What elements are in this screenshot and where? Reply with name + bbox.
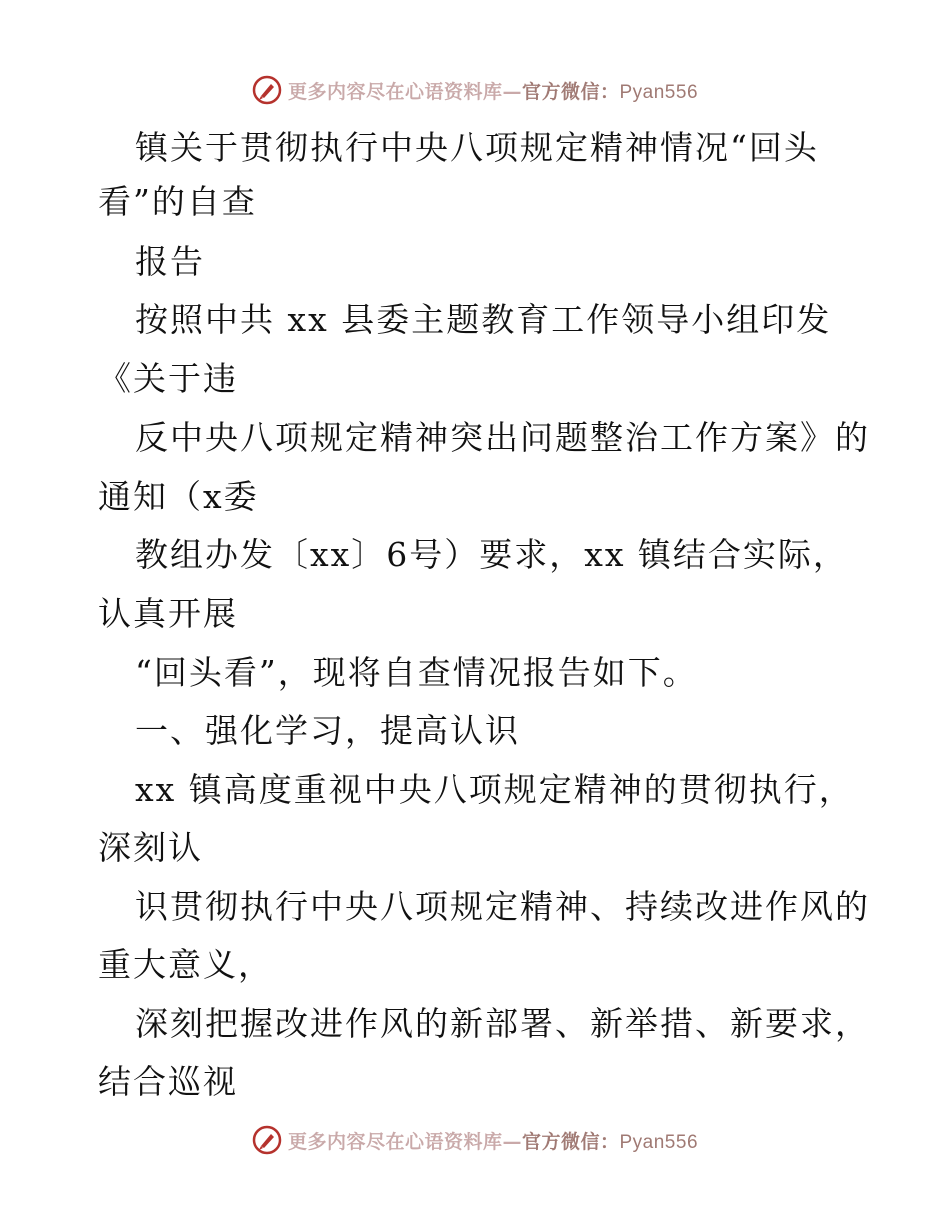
watermark-site-text: 更多内容尽在心语资料库 xyxy=(287,80,503,103)
body-line-5: 《关于违 xyxy=(98,359,238,398)
body-line-8: 教组办发〔xx〕6号）要求，xx 镇结合实际， xyxy=(135,535,848,574)
body-line-1: 镇关于贯彻执行中央八项规定精神情况“回头 xyxy=(135,128,819,167)
footer-watermark xyxy=(0,1120,950,1160)
pen-logo-icon xyxy=(252,75,282,105)
body-line-6: 反中央八项规定精神突出问题整治工作方案》的 xyxy=(135,418,870,457)
watermark-dash: — xyxy=(502,1130,522,1153)
watermark-text xyxy=(288,77,698,104)
body-line-7: 通知（x委 xyxy=(98,477,259,516)
watermark-site-text: 更多内容尽在心语资料库 xyxy=(287,1130,503,1153)
body-line-9: 认真开展 xyxy=(98,594,238,633)
body-line-3: 报告 xyxy=(135,242,205,281)
header-watermark xyxy=(0,70,950,110)
watermark-wechat-id: Pyan556 xyxy=(619,1131,699,1153)
body-line-2: 看”的自查 xyxy=(98,182,257,221)
watermark-text xyxy=(288,1127,698,1154)
pen-logo-icon xyxy=(252,1125,282,1155)
body-line-16: 深刻把握改进作风的新部署、新举措、新要求， xyxy=(135,1004,870,1043)
body-line-4: 按照中共 xx 县委主题教育工作领导小组印发 xyxy=(135,300,832,339)
body-line-15: 重大意义， xyxy=(98,945,273,984)
body-line-10: “回头看”，现将自查情况报告如下。 xyxy=(135,653,698,692)
body-line-12: xx 镇高度重视中央八项规定精神的贯彻执行， xyxy=(135,770,854,809)
watermark-wechat-label: 官方微信： xyxy=(521,1130,620,1153)
watermark-dash: — xyxy=(502,80,522,103)
body-line-13: 深刻认 xyxy=(98,828,203,867)
body-line-17: 结合巡视 xyxy=(98,1062,238,1101)
body-line-14: 识贯彻执行中央八项规定精神、持续改进作风的 xyxy=(135,887,870,926)
watermark-wechat-id: Pyan556 xyxy=(619,81,699,103)
body-line-11: 一、强化学习，提高认识 xyxy=(135,711,520,750)
watermark-wechat-label: 官方微信： xyxy=(521,80,620,103)
